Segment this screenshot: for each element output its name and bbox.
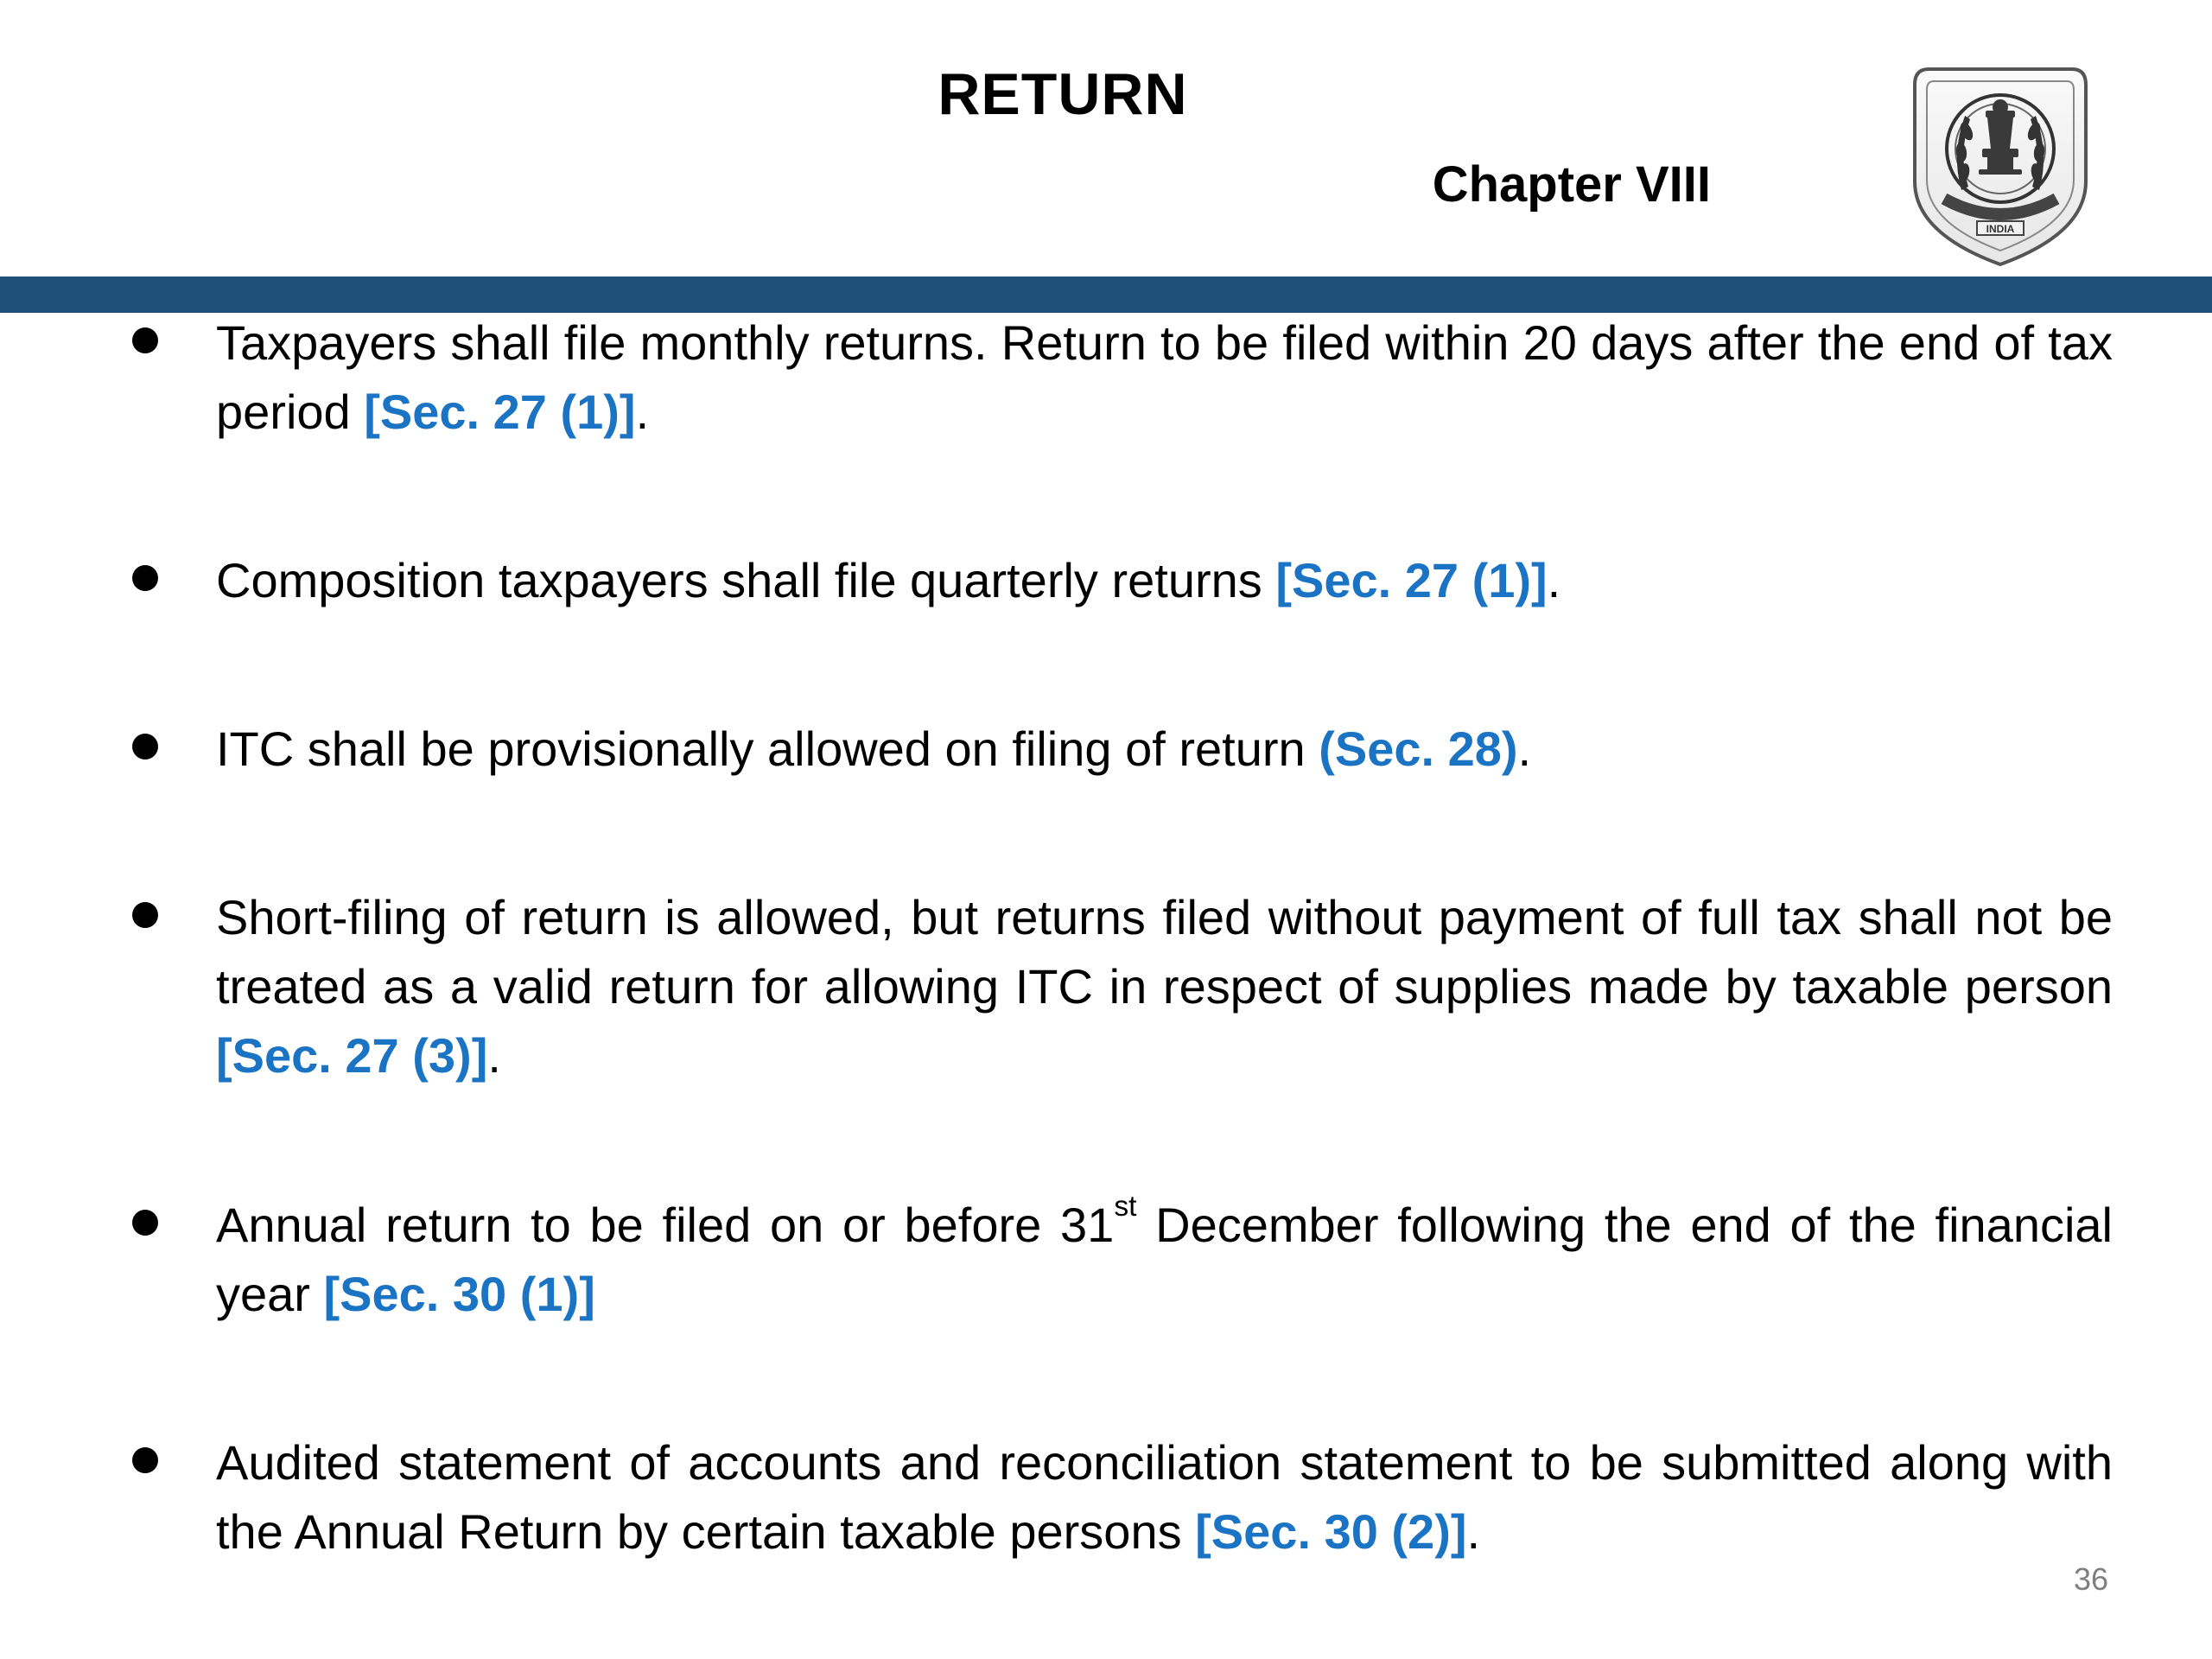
list-item (216, 1191, 2113, 1329)
page-number: 36 (2073, 1561, 2108, 1597)
bullet-punctuation: . (1547, 553, 1561, 607)
bullet-text: Short-filing of return is allowed, but returns filed without payment of full tax shall not be treated as a valid return for allowing ITC in respect of supplies made by taxable person (216, 890, 2113, 1014)
section-reference: [Sec. 30 (2)] (1195, 1504, 1467, 1559)
bullet-dot-icon (132, 565, 158, 591)
ordinal-suffix: st (1114, 1190, 1137, 1223)
bullet-dot-icon (132, 327, 158, 353)
list-item (216, 715, 2113, 784)
list-item (216, 308, 2113, 447)
slide-title: RETURN (938, 61, 1188, 127)
bullet-text: December following the end of the financial year (216, 1198, 2113, 1321)
bullet-punctuation: . (487, 1028, 501, 1083)
bullet-dot-icon (132, 902, 158, 928)
bullet-punctuation: . (1466, 1504, 1481, 1559)
section-reference: [Sec. 27 (1)] (364, 385, 636, 439)
bullet-text: Audited statement of accounts and reconciliation statement to be submitted along with the Annual Return by certain taxable persons (216, 1435, 2113, 1559)
bullet-text: Composition taxpayers shall file quarterly returns (216, 553, 1276, 607)
section-reference: [Sec. 30 (1)] (323, 1267, 595, 1321)
emblem-india-text: INDIA (1986, 223, 2015, 235)
bullet-text: ITC shall be provisionally allowed on filing of return (216, 721, 1319, 776)
section-reference: [Sec. 27 (3)] (216, 1028, 488, 1083)
bullet-dot-icon (132, 1447, 158, 1473)
chapter-label: Chapter VIII (1432, 156, 1711, 213)
list-item (216, 883, 2113, 1090)
section-reference: [Sec. 27 (1)] (1275, 553, 1548, 607)
list-item (216, 546, 2113, 615)
bullet-text: Taxpayers shall file monthly returns. Return to be filed within 20 days after the end of tax period (216, 315, 2113, 439)
bullet-dot-icon (132, 734, 158, 760)
bullet-punctuation: . (635, 385, 650, 439)
bullet-dot-icon (132, 1210, 158, 1236)
section-reference: (Sec. 28) (1319, 721, 1518, 776)
list-item (216, 1428, 2113, 1567)
bullet-text: Annual return to be filed on or before 31 (216, 1198, 1115, 1252)
bullet-punctuation: . (1517, 721, 1532, 776)
